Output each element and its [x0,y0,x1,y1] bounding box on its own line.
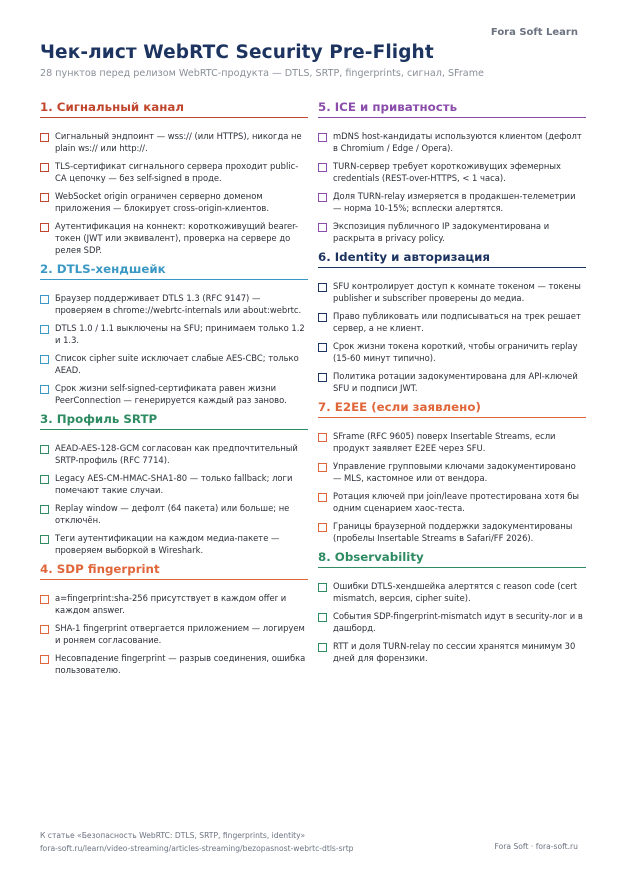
section-heading: 8. Observability [318,550,586,568]
checklist-item [318,520,586,544]
checklist-section [318,250,586,394]
checklist-item-text: Срок жизни self-signed-сертификата равен жизни PeerConnection — генерируется каждый раз заново. [55,383,287,405]
checkbox[interactable] [318,523,327,532]
checkbox[interactable] [40,355,49,364]
checklist-section [40,562,308,676]
checklist-item [40,322,308,346]
checklist-section [318,550,586,664]
checklist-item [40,652,308,676]
checklist-section [318,400,586,544]
section-heading: 3. Профиль SRTP [40,412,308,430]
section-heading: 4. SDP fingerprint [40,562,308,580]
checkbox[interactable] [40,475,49,484]
checklist-item [40,502,308,526]
checklist-item [318,430,586,454]
checkbox[interactable] [318,463,327,472]
checklist-item [318,280,586,304]
checklist-item [318,460,586,484]
checklist-item-text: Аутентификация на коннект: короткоживущий bearer-токен (JWT или эквивалент), проверка на сервере до релея SDP. [55,221,299,255]
footer-source [40,829,354,855]
checklist-section [40,100,308,256]
checkbox[interactable] [40,655,49,664]
checklist-item [318,220,586,244]
section-heading: 7. E2EE (если заявлено) [318,400,586,418]
checkbox[interactable] [318,193,327,202]
checklist-item-text: Управление групповыми ключами задокументировано — MLS, кастомное или от вендора. [333,461,576,483]
checklist-item [40,472,308,496]
footer-article-reference: К статье «Безопасность WebRTC: DTLS, SRTP, fingerprints, identity» [40,831,306,840]
checkbox[interactable] [318,133,327,142]
checklist-item-text: a=fingerprint:sha-256 присутствует в каждом offer и каждом answer. [55,593,287,615]
checkbox[interactable] [318,313,327,322]
checklist-item [40,532,308,556]
checklist-section [40,262,308,406]
checklist-item-text: Право публиковать или подписываться на трек решает сервер, а не клиент. [333,311,581,333]
checklist-item-text: Ошибки DTLS-хендшейка алертятся с reason code (cert mismatch, версия, cipher suite). [333,581,578,603]
section-heading: 6. Identity и авторизация [318,250,586,268]
checklist-item [318,580,586,604]
checkbox[interactable] [40,193,49,202]
checkbox[interactable] [40,163,49,172]
checklist-item [40,220,308,256]
checklist-item-text: Браузер поддерживает DTLS 1.3 (RFC 9147) — проверяем в chrome://webrtc-internals или about:webrtc. [55,293,302,315]
checklist-item-text: Границы браузерной поддержки задокументированы (пробелы Insertable Streams в Safari/FF 2026). [333,521,573,543]
checklist-item [318,640,586,664]
checklist-item [318,310,586,334]
checklist-item [40,622,308,646]
checklist-item-text: TLS-сертификат сигнального сервера проходит public-CA цепочку — без self-signed в проде. [55,161,299,183]
checklist-item-text: Теги аутентификации на каждом медиа-пакете — проверяем выборкой в Wireshark. [55,533,280,555]
checklist-item [318,490,586,514]
right-column [318,100,586,670]
page-title: Чек-лист WebRTC Security Pre-Flight [40,42,434,63]
checklist-item-text: SHA-1 fingerprint отвергается приложением — логируем и роняем согласование. [55,623,305,645]
checkbox[interactable] [40,295,49,304]
section-heading: 1. Сигнальный канал [40,100,308,118]
checklist-item [318,370,586,394]
checklist-item-text: Список cipher suite исключает слабые AES-CBC; только AEAD. [55,353,299,375]
checklist-item [318,130,586,154]
checkbox[interactable] [318,643,327,652]
checkbox[interactable] [318,493,327,502]
checklist-item [318,340,586,364]
checklist-item [40,592,308,616]
checkbox[interactable] [318,433,327,442]
checklist-item-text: mDNS host-кандидаты используются клиентом (дефолт в Chromium / Edge / Opera). [333,131,582,153]
checkbox[interactable] [40,505,49,514]
checklist-item [318,160,586,184]
checklist-item-text: Ротация ключей при join/leave протестирована хотя бы одним сценарием хаос-теста. [333,491,579,513]
checklist-item-text: SFrame (RFC 9605) поверх Insertable Streams, если продукт заявляет E2EE через SFU. [333,431,556,453]
checklist-item-text: Несовпадение fingerprint — разрыв соединения, ошибка пользователю. [55,653,306,675]
checkbox[interactable] [40,535,49,544]
footer-url[interactable]: fora-soft.ru/learn/video-streaming/articles-streaming/bezopasnost-webrtc-dtls-srtp [40,844,354,853]
checkbox[interactable] [40,133,49,142]
checkbox[interactable] [40,223,49,232]
footer-brand: Fora Soft · fora-soft.ru [494,842,578,851]
checkbox[interactable] [318,373,327,382]
checklist-item [40,292,308,316]
checklist-item [40,160,308,184]
checklist-item-text: AEAD-AES-128-GCM согласован как предпочтительный SRTP-профиль (RFC 7714). [55,443,298,465]
checklist-item [318,190,586,214]
checkbox[interactable] [318,343,327,352]
checkbox[interactable] [40,325,49,334]
checklist-item-text: Legacy AES-CM-HMAC-SHA1-80 — только fallback; логи помечают такие случаи. [55,473,293,495]
checklist-item-text: RTT и доля TURN-relay по сессии хранятся минимум 30 дней для форензики. [333,641,576,663]
checkbox[interactable] [40,625,49,634]
checklist-item-text: Срок жизни токена короткий, чтобы ограничить replay (15-60 минут типично). [333,341,578,363]
checklist-item-text: События SDP-fingerprint-mismatch идут в security-лог и в дашборд. [333,611,583,633]
left-column [40,100,308,682]
checklist-item-text: WebSocket origin ограничен серверно доменом приложения — блокирует cross-origin-клиентов. [55,191,270,213]
checklist-section [40,412,308,556]
section-heading: 5. ICE и приватность [318,100,586,118]
checkbox[interactable] [40,385,49,394]
checklist-item [40,190,308,214]
checkbox[interactable] [40,595,49,604]
checklist-section [318,100,586,244]
checklist-item-text: TURN-сервер требует короткоживущих эфемерных credentials (REST-over-HTTPS, < 1 часа). [333,161,561,183]
checkbox[interactable] [40,445,49,454]
brand-label: Fora Soft Learn [490,27,578,38]
checklist-item-text: Доля TURN-relay измеряется в продакшен-телеметрии — норма 10-15%; всплески алертятся. [333,191,576,213]
checklist-item [40,382,308,406]
checklist-item-text: Политика ротации задокументирована для API-ключей SFU и подписи JWT. [333,371,578,393]
checkbox[interactable] [318,613,327,622]
checklist-item-text: Экспозиция публичного IP задокументирована и раскрыта в privacy policy. [333,221,550,243]
checklist-item [40,442,308,466]
section-heading: 2. DTLS-хендшейк [40,262,308,280]
page-subtitle: 28 пунктов перед релизом WebRTC-продукта — DTLS, SRTP, fingerprints, сигнал, SFrame [40,68,484,79]
checkbox[interactable] [318,583,327,592]
checkbox[interactable] [318,283,327,292]
checklist-item [40,130,308,154]
checklist-item [318,610,586,634]
checklist-item-text: DTLS 1.0 / 1.1 выключены на SFU; принимаем только 1.2 и 1.3. [55,323,305,345]
checklist-item-text: Сигнальный эндпоинт — wss:// (или HTTPS), никогда не plain ws:// или http://. [55,131,302,153]
checkbox[interactable] [318,163,327,172]
checklist-item-text: SFU контролирует доступ к комнате токеном — токены publisher и subscriber проверены до медиа. [333,281,581,303]
checkbox[interactable] [318,223,327,232]
checklist-item-text: Replay window — дефолт (64 пакета) или больше; не отключён. [55,503,290,525]
checklist-item [40,352,308,376]
